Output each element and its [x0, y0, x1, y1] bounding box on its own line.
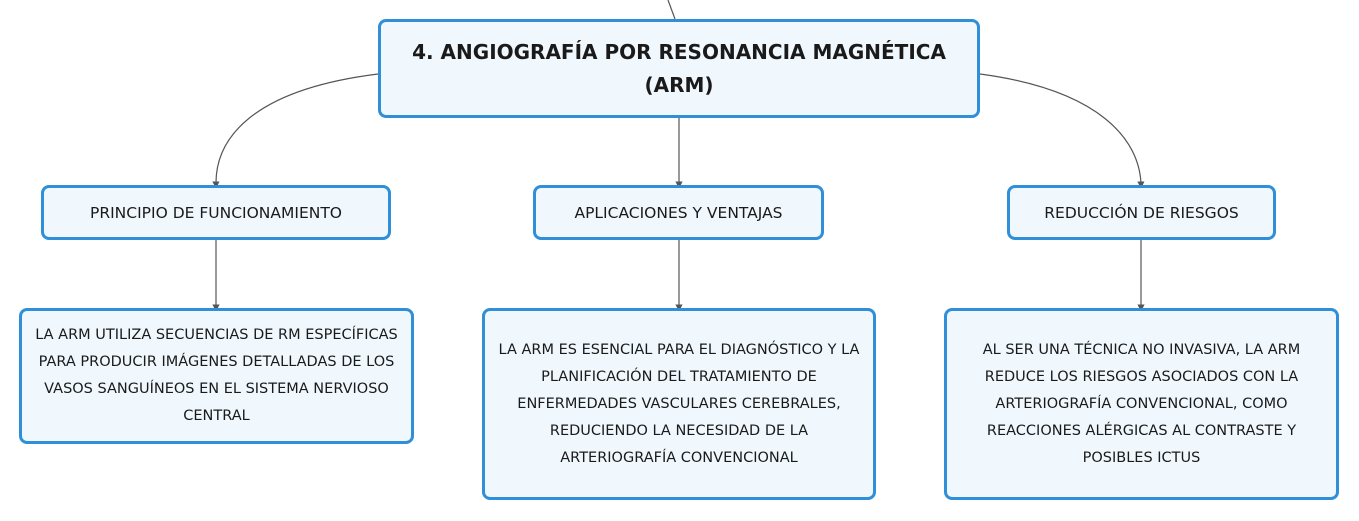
topic-node-reduccion[interactable] [1007, 185, 1276, 240]
detail-node-reduccion[interactable] [944, 308, 1339, 500]
root-node[interactable] [378, 19, 980, 118]
topic-label-aplicaciones: APLICACIONES Y VENTAJAS [574, 203, 783, 222]
root-title-line2: (ARM) [644, 72, 714, 97]
connector-root-to-principio [216, 74, 378, 185]
detail-node-principio[interactable] [19, 308, 414, 444]
detail-text-reduccion: AL SER UNA TÉCNICA NO INVASIVA, LA ARM REDUCE LOS RIESGOS ASOCIADOS CON LA ARTERIOGRAFÍA CONVENCIONAL, COMO REACCIONES ALÉRGICAS AL CONTRASTE Y POSIBLES ICTUS [982, 341, 1301, 466]
topic-label-principio: PRINCIPIO DE FUNCIONAMIENTO [89, 203, 343, 222]
detail-text-aplicaciones: LA ARM ES ESENCIAL PARA EL DIAGNÓSTICO Y LA PLANIFICACIÓN DEL TRATAMIENTO DE ENFERMEDADES VASCULARES CEREBRALES, REDUCIENDO LA NECESIDAD DE LA ARTERIOGRAFÍA CONVENCIONAL [498, 341, 860, 466]
topic-label-reduccion: REDUCCIÓN DE RIESGOS [1044, 203, 1239, 222]
connector-root-to-reduccion [980, 74, 1141, 185]
root-title-line1: 4. ANGIOGRAFÍA POR RESONANCIA MAGNÉTICA [412, 39, 946, 64]
detail-text-principio: LA ARM UTILIZA SECUENCIAS DE RM ESPECÍFICAS PARA PRODUCIR IMÁGENES DETALLADAS DE LOS VASOS SANGUÍNEOS EN EL SISTEMA NERVIOSO CENTRAL [35, 327, 398, 424]
topic-node-principio[interactable] [41, 185, 391, 240]
topic-node-aplicaciones[interactable] [533, 185, 824, 240]
detail-node-aplicaciones[interactable] [482, 308, 876, 500]
connector-parent [668, 0, 675, 19]
